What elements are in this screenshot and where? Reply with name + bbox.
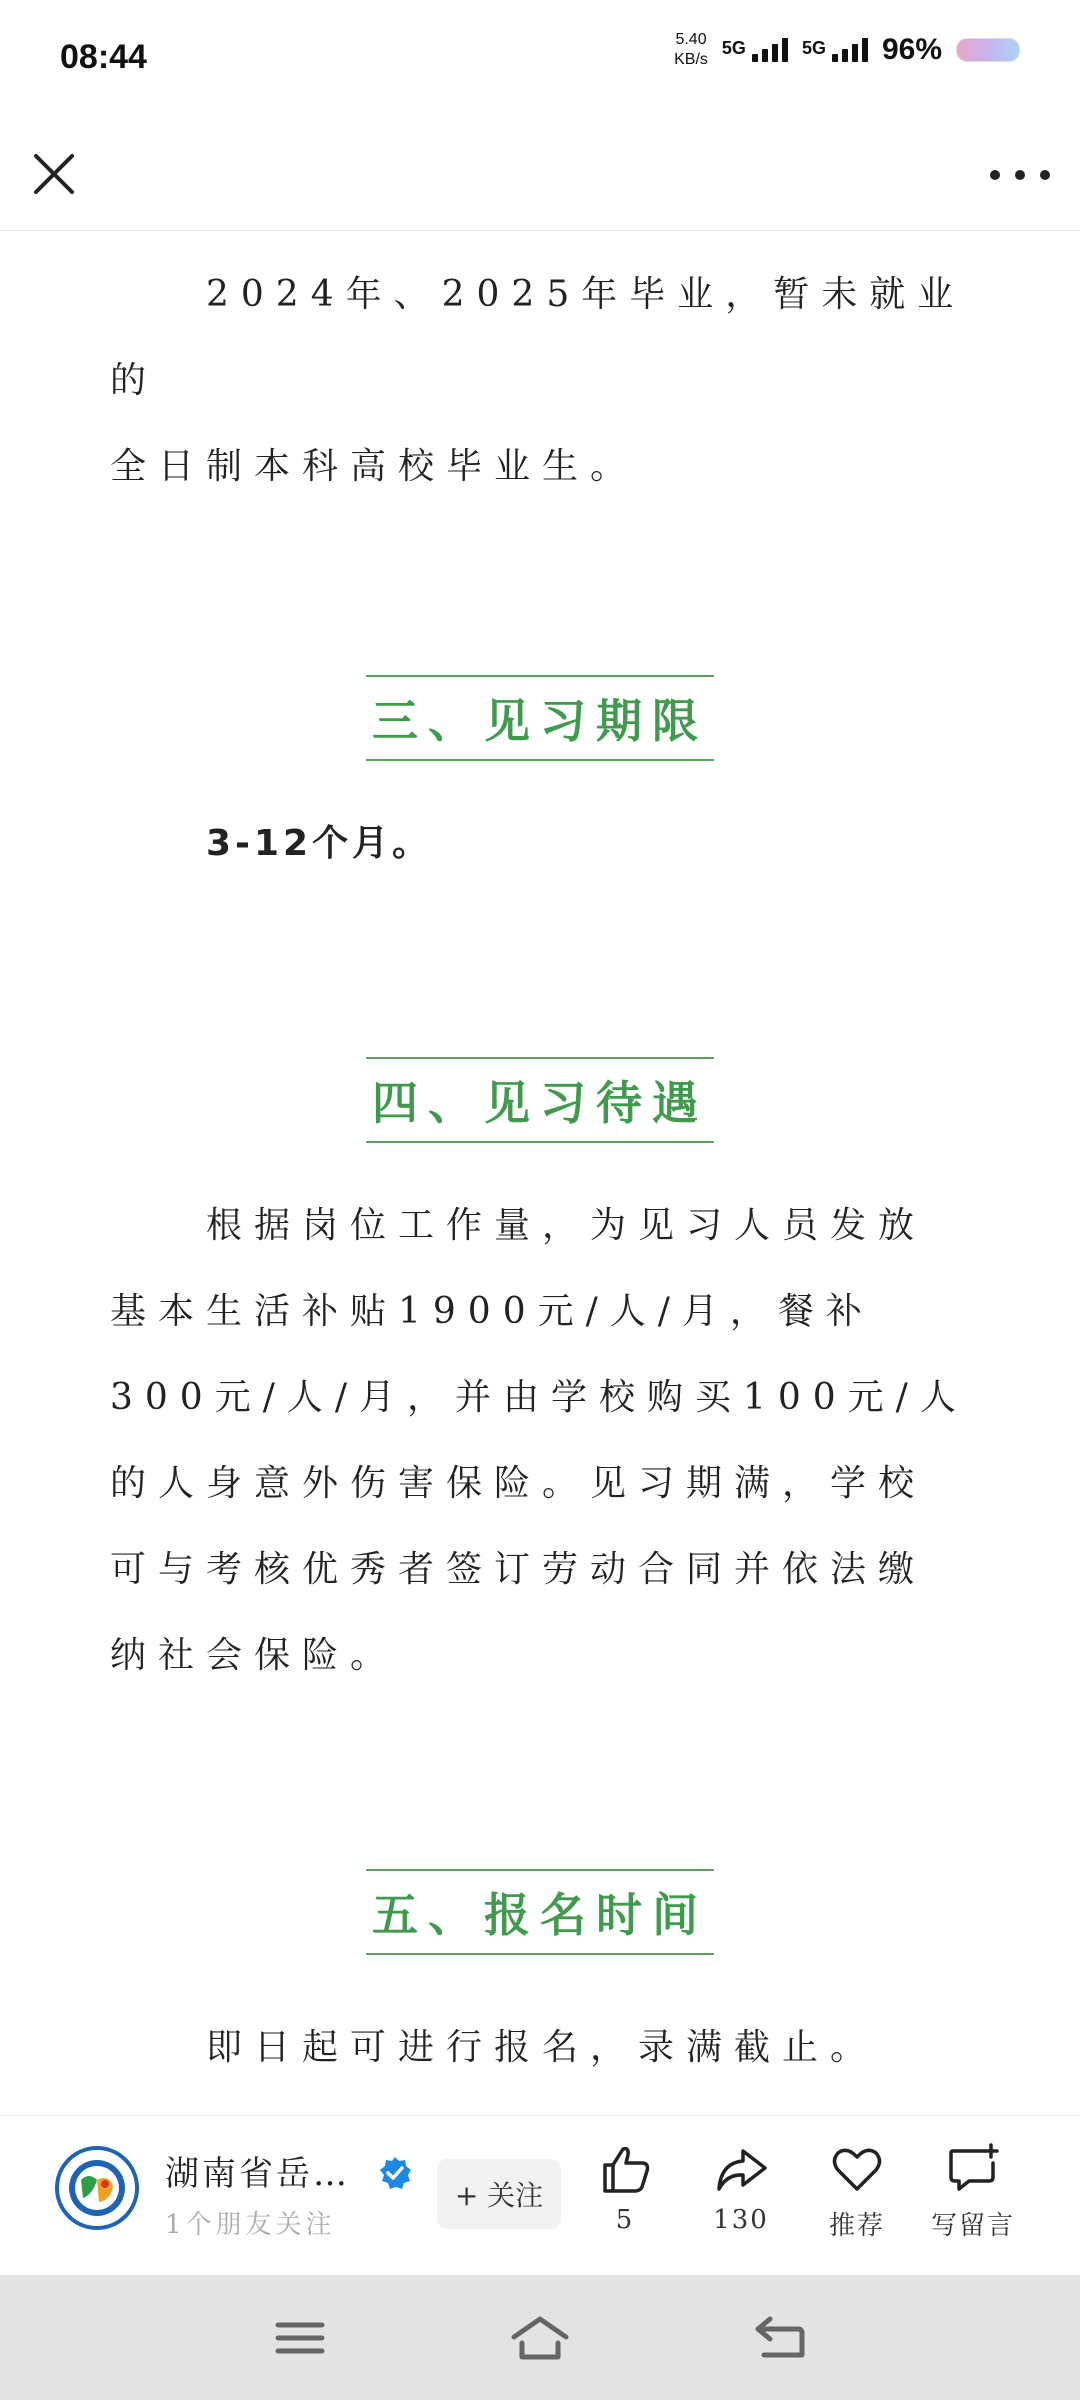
heart-icon (829, 2141, 885, 2197)
intro-line-1: 2024年、2025年毕业，暂未就业的 (110, 274, 966, 401)
status-indicators (674, 30, 1020, 70)
comment-icon (945, 2141, 1001, 2197)
comment-label: 写留言 (930, 2211, 1015, 2241)
account-name[interactable]: 湖南省岳… (165, 2154, 350, 2194)
battery-icon (956, 38, 1020, 62)
share-icon (713, 2141, 769, 2197)
status-bar (0, 0, 1080, 115)
bottom-action-bar (0, 2115, 1080, 2276)
like-count: 5 (615, 2205, 635, 2235)
account-avatar[interactable] (55, 2146, 139, 2230)
follow-button[interactable]: + 关注 (437, 2159, 561, 2229)
close-icon (30, 150, 78, 198)
system-nav-bar (0, 2275, 1080, 2400)
like-button[interactable] (570, 2141, 680, 2235)
battery-percent: 96% (881, 33, 942, 66)
section-3-title: 三、见习期限 (366, 675, 714, 761)
network-speed-unit: KB/s (674, 51, 708, 68)
friends-following-text: 1个朋友关注 (165, 2210, 336, 2240)
section-5-title: 五、报名时间 (366, 1869, 714, 1955)
verified-badge-icon (378, 2156, 412, 2190)
section-5-body: 即日起可进行报名，录满截止。 (206, 2027, 879, 2068)
recommend-label: 推荐 (828, 2211, 885, 2241)
section-5-heading-wrap (110, 1869, 970, 1955)
top-bar (0, 115, 1080, 231)
nav-home-button[interactable] (510, 2313, 570, 2363)
signal-sim1-icon (722, 38, 788, 62)
more-button[interactable] (990, 165, 1050, 185)
status-time: 08:44 (60, 38, 147, 76)
account-logo-icon (59, 2150, 135, 2226)
section-4-title: 四、见习待遇 (366, 1057, 714, 1143)
recommend-button[interactable] (802, 2141, 912, 2242)
intro-line-2: 全日制本科高校毕业生。 (110, 446, 639, 487)
menu-icon (270, 2313, 330, 2363)
section-3-heading-wrap (110, 675, 970, 761)
section-3-body: 3-12个月。 (206, 823, 433, 864)
share-button[interactable] (686, 2141, 796, 2235)
section-4-body: 根据岗位工作量，为见习人员发放基本生活补贴1900元/人/月，餐补300元/人/月，并由学校购买100元/人的人身意外伤害保险。见习期满，学校可与考核优秀者签订劳动合同并依法缴纳社会保险。 (110, 1205, 968, 1676)
nav-back-button[interactable] (750, 2313, 810, 2363)
sim2-label: 5G (801, 38, 826, 58)
home-icon (510, 2313, 570, 2363)
section-4-heading-wrap (110, 1057, 970, 1143)
signal-sim2-icon (802, 38, 868, 62)
comment-button[interactable] (918, 2141, 1028, 2242)
article-body (110, 232, 970, 2091)
thumbs-up-icon (597, 2141, 653, 2197)
sim1-label: 5G (721, 38, 746, 58)
close-button[interactable] (30, 150, 78, 198)
network-speed (674, 30, 708, 70)
share-count: 130 (713, 2205, 769, 2235)
back-icon (750, 2313, 810, 2363)
network-speed-value: 5.40 (675, 31, 707, 48)
more-icon (990, 170, 1000, 180)
nav-menu-button[interactable] (270, 2313, 330, 2363)
